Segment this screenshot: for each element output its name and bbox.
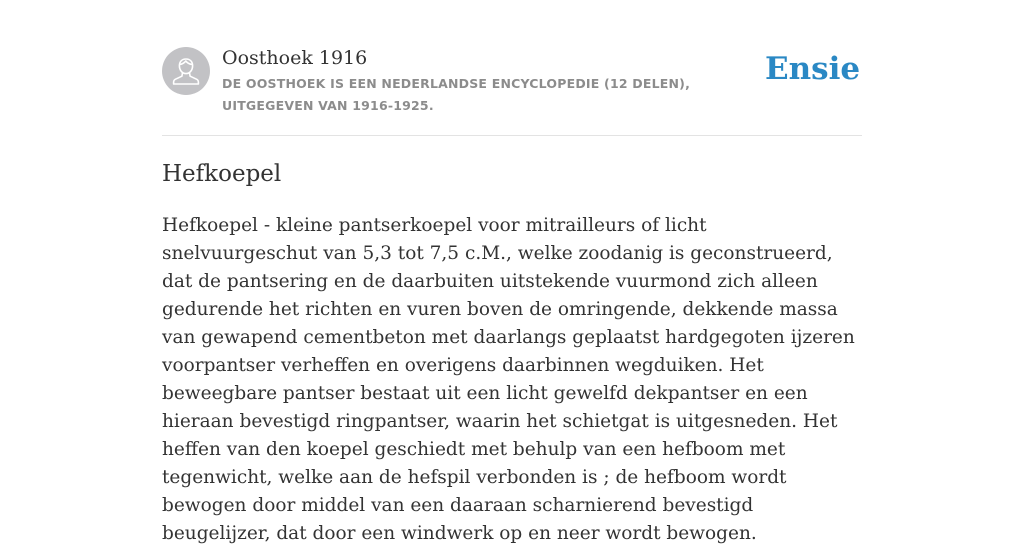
source-name[interactable]: Oosthoek 1916 [222,47,368,69]
source-description: DE OOSTHOEK IS EEN NEDERLANDSE ENCYCLOPEDIE (12 DELEN), UITGEGEVEN VAN 1916-1925. [222,76,691,113]
entry-title: Hefkoepel [162,161,282,187]
ensie-logo[interactable]: Ensie [765,51,861,87]
source-header [162,46,862,116]
header-divider [162,135,862,136]
entry-body: Hefkoepel - kleine pantserkoepel voor mitrailleurs of licht snelvuurgeschut van 5,3 tot 7,5 c.M., welke zoodanig is geconstrueerd, dat de pantsering en de daarbuiten uitstekende vuurmond zich alleen gedurende het richten en vuren boven de omringende, dekkende massa van gewapend cementbeton met daarlangs geplaatst hardgegoten ijzeren voorpantser verheffen en overigens daarbinnen wegduiken. Het beweegbare pantser bestaat uit een licht gewelfd dekpantser en een hieraan bevestigd ringpantser, waarin het schietgat is uitgesneden. Het heffen van den koepel geschiedt met behulp van een hefboom met tegenwicht, welke aan de hefspil verbonden is ; de hefboom wordt bewogen door middel van een daaraan scharnierend bevestigd beugelijzer, dat door een windwerk op en neer wordt bewogen. [162,215,855,544]
user-icon[interactable] [162,47,210,95]
